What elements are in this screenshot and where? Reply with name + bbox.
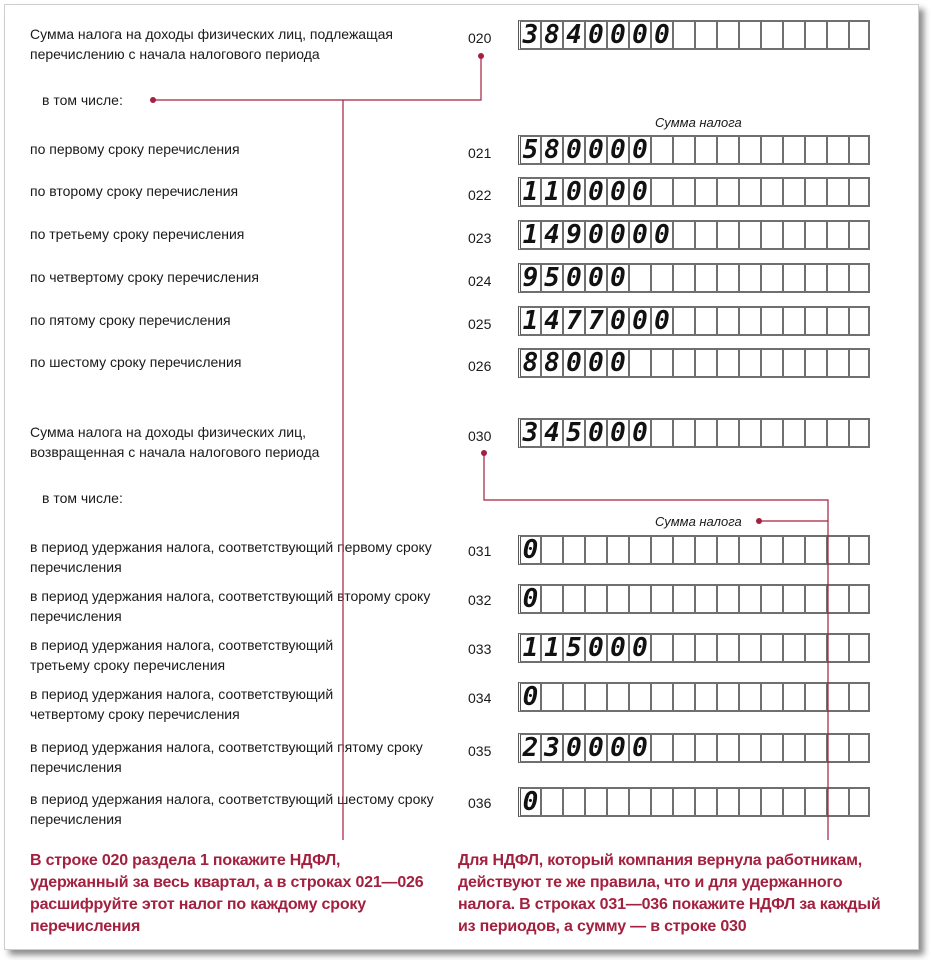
row-code: 025 bbox=[468, 316, 492, 332]
digit-cell[interactable]: 0 bbox=[606, 633, 628, 663]
digit-cell[interactable]: 0 bbox=[606, 20, 628, 50]
digit-cell[interactable]: 8 bbox=[540, 348, 562, 378]
row-label: в период удержания налога, соответствующий третьему сроку перечисления bbox=[30, 637, 334, 673]
digit-cell[interactable]: 0 bbox=[606, 220, 628, 250]
digit-cell[interactable]: 4 bbox=[540, 306, 562, 336]
row-code: 022 bbox=[468, 187, 492, 203]
digit-cell[interactable]: 5 bbox=[562, 633, 584, 663]
digit-cell[interactable]: 9 bbox=[562, 220, 584, 250]
digit-cell[interactable]: 0 bbox=[628, 633, 650, 663]
digit-cell[interactable]: 0 bbox=[584, 220, 606, 250]
connector-dot bbox=[478, 53, 484, 59]
digit-cell[interactable]: 4 bbox=[540, 418, 562, 448]
row-label: в период удержания налога, соответствующий шестому сроку перечисления bbox=[30, 791, 434, 827]
digit-cell[interactable]: 0 bbox=[562, 263, 584, 293]
row-label: по пятому сроку перечисления bbox=[30, 312, 231, 328]
digit-cell[interactable]: 0 bbox=[628, 177, 650, 207]
digit-cell[interactable]: 3 bbox=[540, 733, 562, 763]
digit-cell[interactable]: 0 bbox=[606, 306, 628, 336]
digit-cell[interactable]: 0 bbox=[628, 135, 650, 165]
digit-cell[interactable]: 0 bbox=[628, 220, 650, 250]
row-label: Сумма налога на доходы физических лиц, возвращенная с начала налогового периода bbox=[30, 424, 320, 460]
row-code: 026 bbox=[468, 358, 492, 374]
row-code: 023 bbox=[468, 230, 492, 246]
digit-cell[interactable]: 0 bbox=[518, 535, 540, 565]
row-label: по первому сроку перечисления bbox=[30, 141, 240, 157]
digit-cell[interactable]: 0 bbox=[562, 733, 584, 763]
row-code: 036 bbox=[468, 795, 492, 811]
digit-cell[interactable]: 4 bbox=[562, 20, 584, 50]
digit-cell[interactable]: 0 bbox=[606, 135, 628, 165]
row-code: 021 bbox=[468, 145, 492, 161]
connector-dot bbox=[481, 450, 487, 456]
caption-tax-amount-1: Сумма налога bbox=[655, 115, 742, 130]
digit-cell[interactable]: 0 bbox=[584, 733, 606, 763]
digit-cell[interactable]: 0 bbox=[606, 733, 628, 763]
row-label: в период удержания налога, соответствующий четвертому сроку перечисления bbox=[30, 686, 334, 722]
digit-cell[interactable]: 0 bbox=[628, 20, 650, 50]
row-code: 035 bbox=[468, 743, 492, 759]
digit-cell[interactable]: 0 bbox=[584, 135, 606, 165]
digit-cell[interactable]: 0 bbox=[650, 20, 672, 50]
subheading-including-2: в том числе: bbox=[42, 490, 123, 506]
row-label: Сумма налога на доходы физических лиц, подлежащая перечислению с начала налогового периода bbox=[30, 26, 393, 62]
digit-cell[interactable]: 8 bbox=[518, 348, 540, 378]
row-label: по третьему сроку перечисления bbox=[30, 226, 245, 242]
digit-cell[interactable]: 1 bbox=[540, 633, 562, 663]
digit-cell[interactable]: 0 bbox=[628, 733, 650, 763]
digit-cell[interactable]: 0 bbox=[628, 306, 650, 336]
digit-cell[interactable]: 0 bbox=[606, 418, 628, 448]
digit-cell[interactable]: 0 bbox=[584, 263, 606, 293]
row-label: в период удержания налога, соответствующий пятому сроку перечисления bbox=[30, 739, 423, 775]
digit-cell[interactable]: 1 bbox=[518, 220, 540, 250]
digit-cell[interactable]: 1 bbox=[540, 177, 562, 207]
digit-cell[interactable]: 2 bbox=[518, 733, 540, 763]
connector-line-030 bbox=[484, 453, 828, 840]
digit-cell[interactable]: 5 bbox=[518, 135, 540, 165]
digit-cell[interactable]: 0 bbox=[606, 177, 628, 207]
connector-dot bbox=[756, 518, 762, 524]
digit-cell[interactable]: 0 bbox=[584, 418, 606, 448]
connector-dot bbox=[150, 97, 156, 103]
digit-cell[interactable]: 8 bbox=[540, 20, 562, 50]
subheading-including-1: в том числе: bbox=[42, 92, 123, 108]
digit-cell[interactable]: 4 bbox=[540, 220, 562, 250]
row-code: 020 bbox=[468, 30, 492, 46]
digit-cell[interactable]: 0 bbox=[584, 633, 606, 663]
row-code: 032 bbox=[468, 592, 492, 608]
row-code: 034 bbox=[468, 690, 492, 706]
row-label: по второму сроку перечисления bbox=[30, 183, 239, 199]
digit-cell[interactable]: 5 bbox=[540, 263, 562, 293]
row-code: 031 bbox=[468, 543, 492, 559]
digit-cell[interactable]: 0 bbox=[584, 177, 606, 207]
row-code: 033 bbox=[468, 641, 492, 657]
row-label: по четвертому сроку перечисления bbox=[30, 269, 259, 285]
digit-cell[interactable]: 7 bbox=[584, 306, 606, 336]
digit-cell[interactable]: 0 bbox=[606, 263, 628, 293]
row-label: в период удержания налога, соответствующий второму сроку перечисления bbox=[30, 588, 431, 624]
digit-cell[interactable]: 3 bbox=[518, 20, 540, 50]
digit-cell[interactable]: 0 bbox=[518, 584, 540, 614]
digit-cell[interactable]: 3 bbox=[518, 418, 540, 448]
digit-cell[interactable]: 1 bbox=[518, 177, 540, 207]
digit-cell[interactable]: 0 bbox=[518, 787, 540, 817]
digit-cell[interactable]: 8 bbox=[540, 135, 562, 165]
note-right: Для НДФЛ, который компания вернула работникам, действуют те же правила, что и для удержанного налога. В строках 031—036 покажите НДФЛ за каждый из периодов, а сумму — в строке 030 bbox=[458, 852, 881, 935]
digit-cell[interactable]: 0 bbox=[518, 682, 540, 712]
digit-cell[interactable]: 0 bbox=[562, 177, 584, 207]
digit-cell[interactable]: 0 bbox=[628, 418, 650, 448]
row-code: 030 bbox=[468, 428, 492, 444]
row-label: в период удержания налога, соответствующий первому сроку перечисления bbox=[30, 539, 432, 575]
digit-cell[interactable]: 7 bbox=[562, 306, 584, 336]
note-left: В строке 020 раздела 1 покажите НДФЛ, удержанный за весь квартал, а в строках 021—026 расшифруйте этот налог по каждому сроку перечисления bbox=[30, 852, 424, 935]
digit-cell[interactable]: 0 bbox=[562, 348, 584, 378]
digit-cell[interactable]: 0 bbox=[584, 348, 606, 378]
digit-cell[interactable]: 0 bbox=[562, 135, 584, 165]
digit-cell[interactable]: 0 bbox=[650, 220, 672, 250]
digit-cell[interactable]: 0 bbox=[584, 20, 606, 50]
row-label: по шестому сроку перечисления bbox=[30, 354, 242, 370]
digit-cell[interactable]: 0 bbox=[606, 348, 628, 378]
digit-cell[interactable]: 0 bbox=[650, 306, 672, 336]
digit-cell[interactable]: 1 bbox=[518, 306, 540, 336]
caption-tax-amount-2: Сумма налога bbox=[655, 514, 742, 529]
digit-cell[interactable]: 9 bbox=[518, 263, 540, 293]
row-code: 024 bbox=[468, 273, 492, 289]
digit-cell[interactable]: 1 bbox=[518, 633, 540, 663]
digit-cell[interactable]: 5 bbox=[562, 418, 584, 448]
connector-line-020 bbox=[153, 56, 481, 100]
